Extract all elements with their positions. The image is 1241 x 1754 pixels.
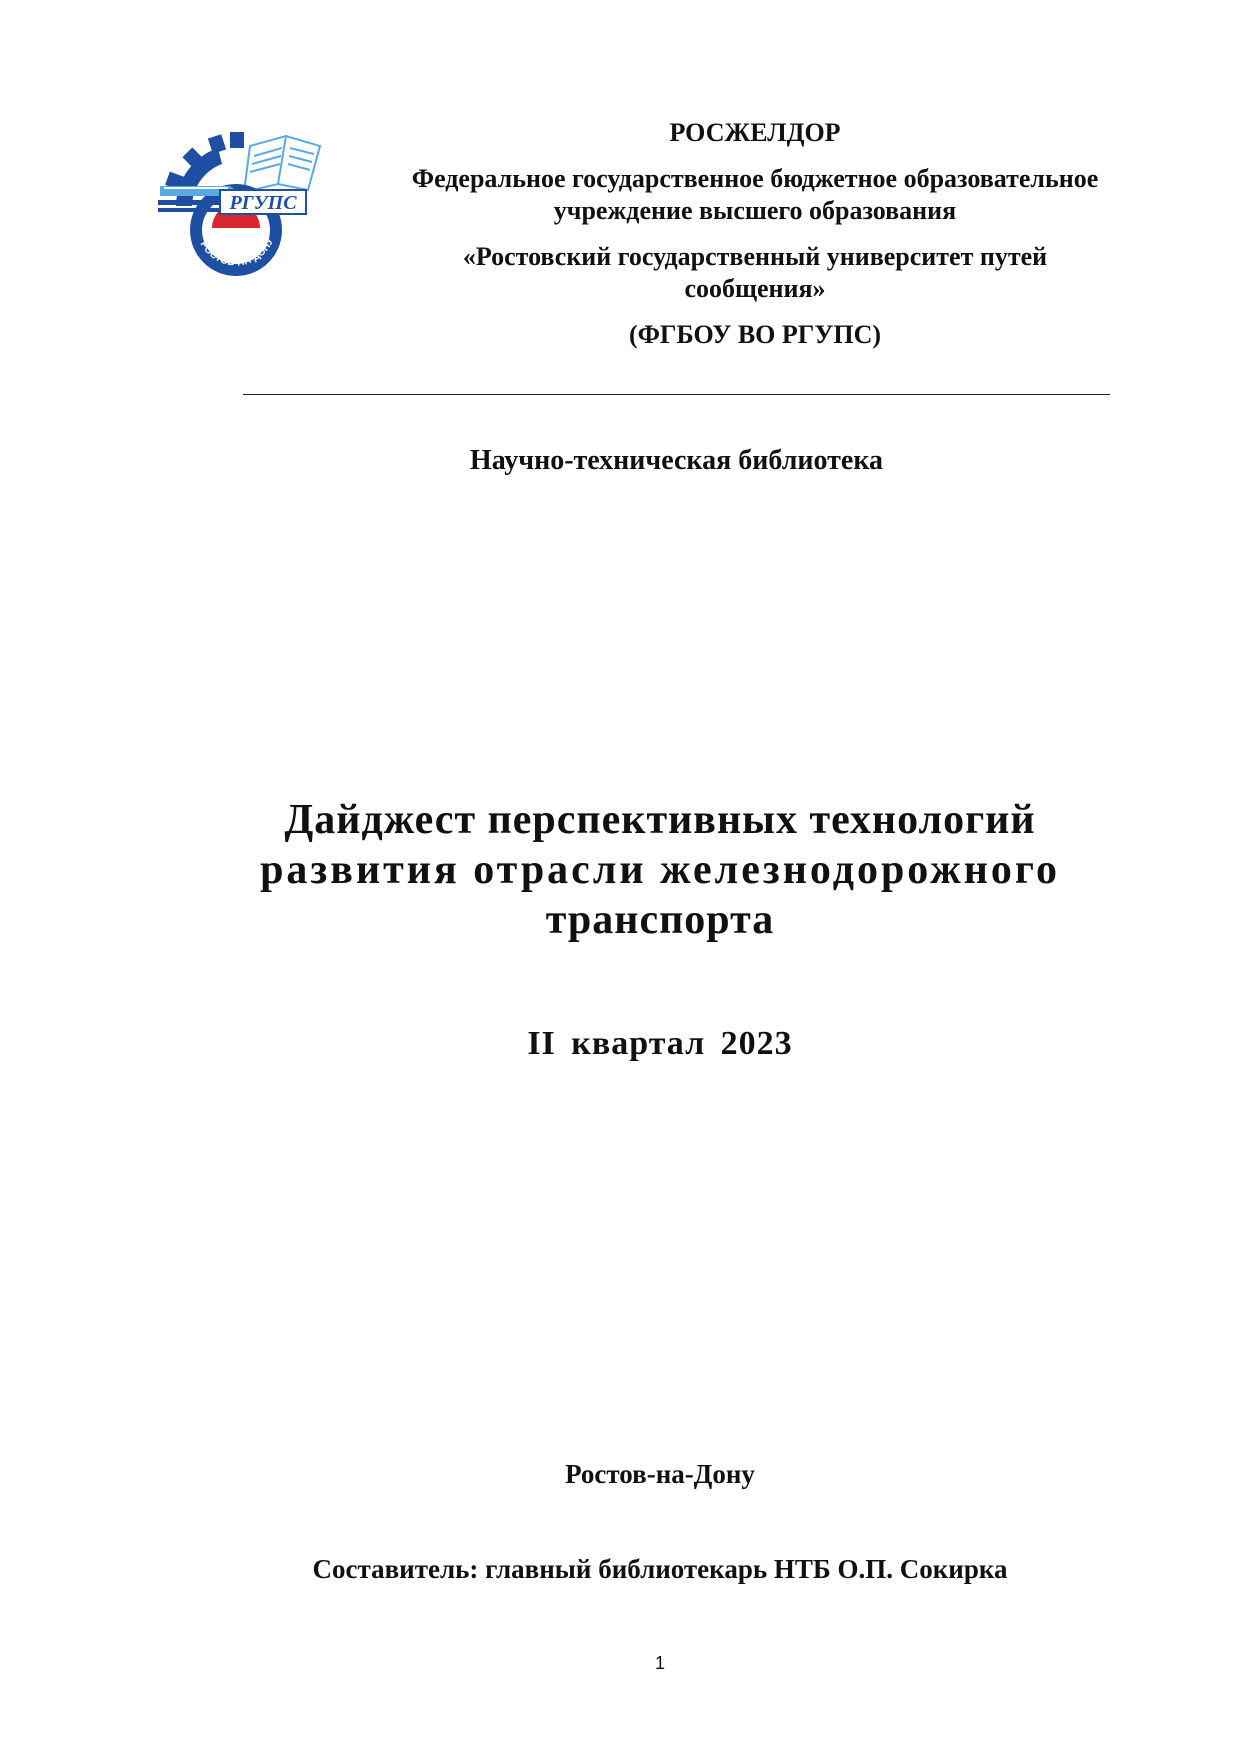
university-emblem-icon [158, 128, 348, 280]
organization-header [360, 117, 1150, 351]
institution-line-2: учреждение высшего образования [553, 196, 957, 225]
institution-line-1: Федеральное государственное бюджетное образовательное [411, 164, 1099, 193]
library-name: Научно-техническая библиотека [469, 445, 884, 476]
logo-ring-text: РОСТОВ-НА-ДОНУ [197, 236, 277, 269]
title-line-2: развития отрасли железнодорожного [260, 847, 1060, 893]
header-divider [243, 394, 1110, 395]
university-line-1: «Ростовский государственный университет путей [462, 242, 1048, 271]
compiler-credit: Составитель: главный библиотекарь НТБ О.П. Сокирка [312, 1554, 1008, 1584]
university-abbreviation: (ФГБОУ ВО РГУПС) [628, 320, 882, 349]
period-label: II квартал 2023 [527, 1025, 793, 1062]
agency-name: РОСЖЕЛДОР [669, 118, 841, 147]
page-number: 1 [654, 1653, 665, 1673]
title-line-1: Дайджест перспективных технологий [284, 797, 1036, 843]
city-name: Ростов-на-Дону [565, 1459, 755, 1489]
document-title [180, 795, 1140, 945]
title-line-3: транспорта [545, 897, 775, 943]
logo-text: РГУПС [229, 192, 297, 214]
university-line-2: сообщения» [684, 274, 826, 303]
